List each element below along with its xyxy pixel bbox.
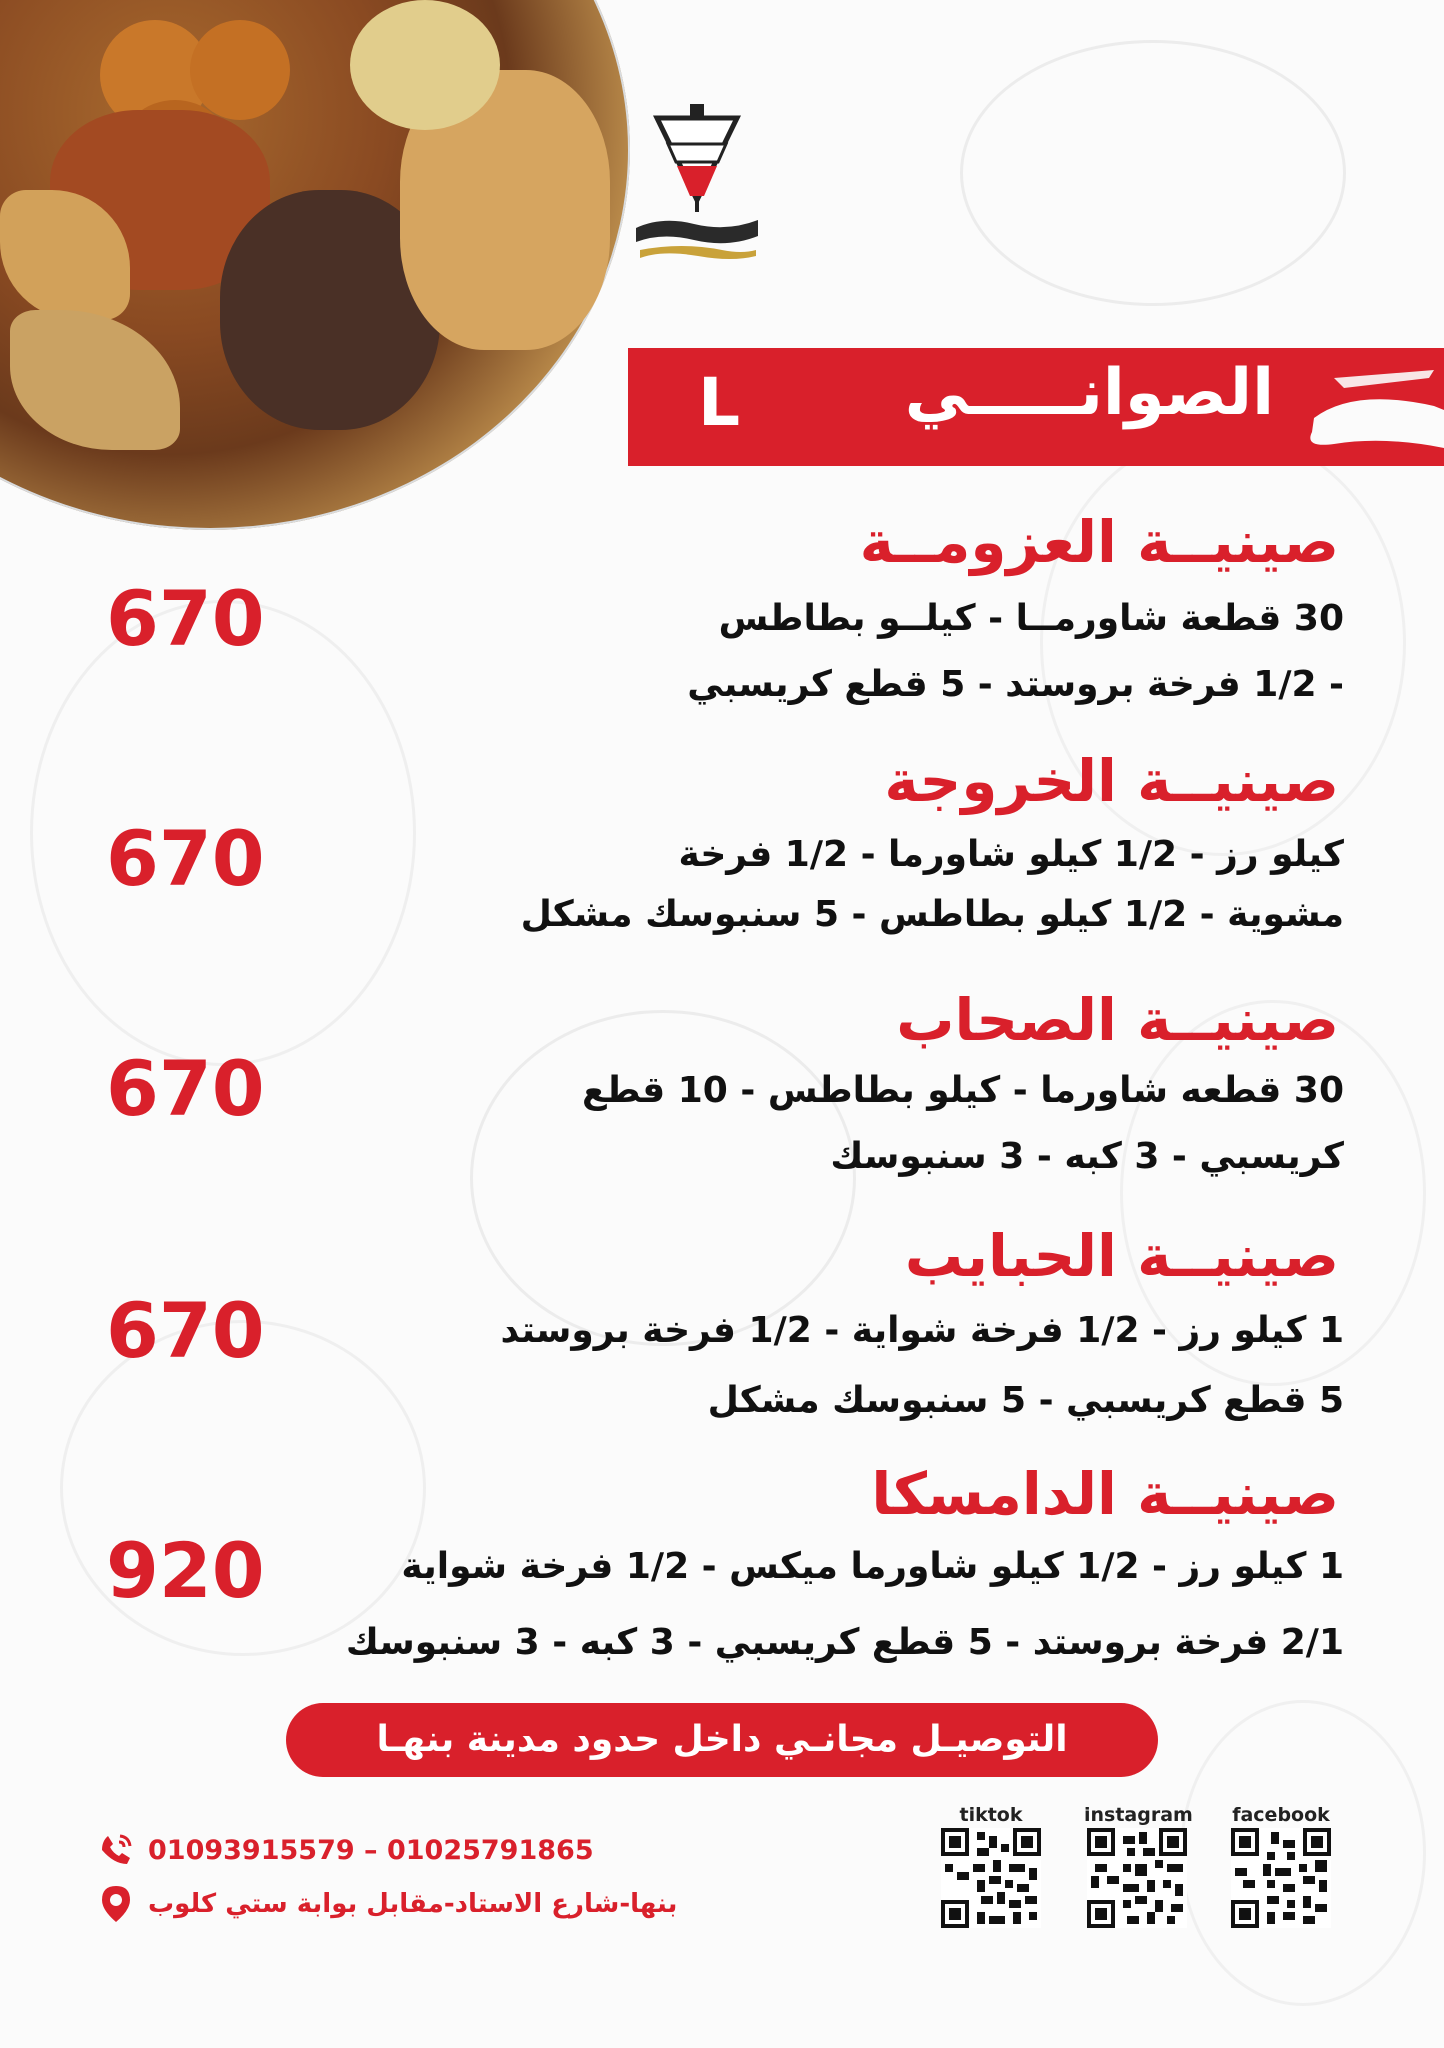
qr-code-icon [1231,1828,1331,1928]
phone-contact[interactable] [98,1832,594,1868]
menu-item-description: 30 قطعه شاورما - كيلو بطاطس - 10 قطع [581,1070,1344,1111]
menu-item-description: 2/1 فرخة بروستد - 5 قطع كريسبي - 3 كبه - 3 سنبوسك [345,1622,1344,1663]
menu-item-title: صينيــة العزومــة [859,508,1339,576]
background-sketch [960,40,1346,306]
menu-item-description: - 1/2 فرخة بروستد - 5 قطع كريسبي [687,664,1344,705]
background-sketch [470,1010,856,1346]
section-title: الصوانـــــي [904,356,1274,430]
qr-label: facebook [1232,1804,1330,1826]
facebook-qr[interactable] [1228,1804,1334,1932]
menu-item-description: كيلو رز - 1/2 كيلو شاورما - 1/2 فرخة [678,834,1344,875]
brush-stroke-decoration [1294,348,1444,466]
menu-item-title: صينيــة الحبايب [904,1222,1339,1290]
menu-item-price: 670 [106,1044,265,1133]
menu-item-title: صينيــة الخروجة [884,747,1339,815]
qr-code-icon [1087,1828,1187,1928]
location-pin-icon [98,1884,134,1924]
instagram-qr[interactable] [1084,1804,1193,1932]
menu-item-price: 670 [106,574,265,663]
menu-item-price: 670 [106,814,265,903]
restaurant-logo [632,100,762,270]
menu-item-price: 920 [106,1526,265,1615]
free-delivery-banner: التوصيـل مجانـي داخل حدود مدينة بنهـا [286,1703,1158,1777]
qr-code-icon [941,1828,1041,1928]
menu-item-description: كريسبي - 3 كبه - 3 سنبوسك [830,1136,1344,1177]
menu-item-title: صينيــة الدامسكا [871,1460,1339,1528]
menu-item-description: 1 كيلو رز - 1/2 فرخة شواية - 1/2 فرخة بروستد [500,1310,1344,1351]
menu-item-description: 5 قطع كريسبي - 5 سنبوسك مشكل [707,1380,1344,1421]
tiktok-qr[interactable] [938,1804,1044,1932]
food-platter-image [0,0,630,530]
menu-item-title: صينيــة الصحاب [896,986,1339,1054]
address-contact [98,1884,677,1924]
menu-item-description: 30 قطعة شاورمــا - كيلــو بطاطس [718,598,1344,639]
menu-item-description: 1 كيلو رز - 1/2 كيلو شاورما ميكس - 1/2 فرخة شواية [401,1546,1344,1587]
menu-item-price: 670 [106,1286,265,1375]
menu-item-description: مشوية - 1/2 كيلو بطاطس - 5 سنبوسك مشكل [520,894,1344,935]
phone-numbers[interactable]: 01093915579 – 01025791865 [148,1834,594,1866]
address-text: بنها-شارع الاستاد-مقابل بوابة ستي كلوب [148,1889,678,1919]
size-label: L [698,364,741,441]
phone-icon [98,1832,134,1868]
qr-label: instagram [1084,1804,1193,1826]
qr-label: tiktok [959,1804,1023,1826]
